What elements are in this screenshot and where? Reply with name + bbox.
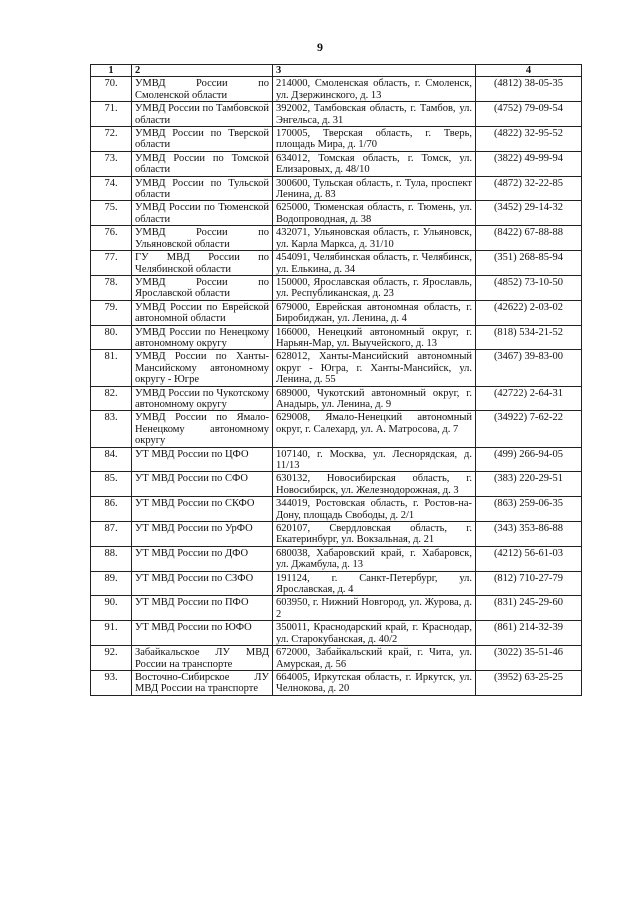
body-name: УМВД России по Ульяновской области <box>132 226 273 251</box>
page-number: 9 <box>317 40 323 54</box>
body-phone: (4822) 32-95-52 <box>476 127 582 152</box>
table-row <box>91 275 582 300</box>
table-row <box>91 77 582 102</box>
table-row <box>91 646 582 671</box>
body-address: 350011, Краснодарский край, г. Краснодар, ул. Старокубанская, д. 40/2 <box>273 621 476 646</box>
body-address: 191124, г. Санкт-Петербург, ул. Ярославская, д. 4 <box>273 571 476 596</box>
body-address: 344019, Ростовская область, г. Ростов-на-Дону, площадь Свободы, д. 2/1 <box>273 497 476 522</box>
body-address: 166000, Ненецкий автономный округ, г. Нарьян-Мар, ул. Выучейского, д. 13 <box>273 325 476 350</box>
body-name: УМВД России по Ярославской области <box>132 275 273 300</box>
table-row <box>91 201 582 226</box>
row-number: 70. <box>91 77 132 102</box>
row-number: 75. <box>91 201 132 226</box>
row-number: 90. <box>91 596 132 621</box>
body-name: УМВД России по Тюменской области <box>132 201 273 226</box>
body-address: 150000, Ярославская область, г. Ярославль, ул. Республиканская, д. 23 <box>273 275 476 300</box>
body-name: УМВД России по Томской области <box>132 151 273 176</box>
body-address: 689000, Чукотский автономный округ, г. Анадырь, ул. Ленина, д. 9 <box>273 386 476 411</box>
body-address: 392002, Тамбовская область, г. Тамбов, ул. Энгельса, д. 31 <box>273 102 476 127</box>
row-number: 92. <box>91 646 132 671</box>
body-name: УТ МВД России по ЮФО <box>132 621 273 646</box>
body-phone: (42622) 2-03-02 <box>476 300 582 325</box>
body-phone: (863) 259-06-35 <box>476 497 582 522</box>
column-header-1: 1 <box>91 65 132 77</box>
body-name: УТ МВД России по ДФО <box>132 546 273 571</box>
body-name: УМВД России по Чукотскому автономному округу <box>132 386 273 411</box>
row-number: 93. <box>91 670 132 695</box>
territorial-bodies-table <box>90 64 582 696</box>
body-phone: (42722) 2-64-31 <box>476 386 582 411</box>
body-name: УМВД России по Ханты-Мансийскому автономному округу - Югре <box>132 350 273 386</box>
body-name: УМВД России по Ненецкому автономному округу <box>132 325 273 350</box>
body-phone: (4752) 79-09-54 <box>476 102 582 127</box>
table-body <box>91 77 582 695</box>
table-row <box>91 300 582 325</box>
body-name: УМВД России по Еврейской автономной области <box>132 300 273 325</box>
body-name: Забайкальское ЛУ МВД России на транспорте <box>132 646 273 671</box>
body-phone: (4812) 38-05-35 <box>476 77 582 102</box>
body-phone: (4852) 73-10-50 <box>476 275 582 300</box>
table-row <box>91 522 582 547</box>
body-phone: (4212) 56-61-03 <box>476 546 582 571</box>
body-address: 629008, Ямало-Ненецкий автономный округ, г. Салехард, ул. А. Матросова, д. 7 <box>273 411 476 447</box>
row-number: 77. <box>91 251 132 276</box>
body-phone: (818) 534-21-52 <box>476 325 582 350</box>
body-address: 300600, Тульская область, г. Тула, проспект Ленина, д. 83 <box>273 176 476 201</box>
body-name: УМВД России по Тульской области <box>132 176 273 201</box>
body-name: УТ МВД России по СЗФО <box>132 571 273 596</box>
body-phone: (499) 266-94-05 <box>476 447 582 472</box>
table-row <box>91 386 582 411</box>
body-address: 628012, Ханты-Мансийский автономный округ - Югра, г. Ханты-Мансийск, ул. Ленина, д. 55 <box>273 350 476 386</box>
body-address: 454091, Челябинская область, г. Челябинск, ул. Елькина, д. 34 <box>273 251 476 276</box>
row-number: 74. <box>91 176 132 201</box>
row-number: 87. <box>91 522 132 547</box>
body-address: 107140, г. Москва, ул. Леснорядская, д. 11/13 <box>273 447 476 472</box>
body-phone: (34922) 7-62-22 <box>476 411 582 447</box>
row-number: 81. <box>91 350 132 386</box>
column-header-4: 4 <box>476 65 582 77</box>
body-name: УМВД России по Смоленской области <box>132 77 273 102</box>
body-address: 630132, Новосибирская область, г. Новосибирск, ул. Железнодорожная, д. 3 <box>273 472 476 497</box>
row-number: 71. <box>91 102 132 127</box>
row-number: 86. <box>91 497 132 522</box>
body-name: УТ МВД России по ЦФО <box>132 447 273 472</box>
table-row <box>91 350 582 386</box>
body-phone: (343) 353-86-88 <box>476 522 582 547</box>
row-number: 76. <box>91 226 132 251</box>
body-address: 620107, Свердловская область, г. Екатеринбург, ул. Вокзальная, д. 21 <box>273 522 476 547</box>
body-address: 672000, Забайкальский край, г. Чита, ул. Амурская, д. 56 <box>273 646 476 671</box>
body-phone: (831) 245-29-60 <box>476 596 582 621</box>
table-row <box>91 670 582 695</box>
body-address: 170005, Тверская область, г. Тверь, площадь Мира, д. 1/70 <box>273 127 476 152</box>
body-name: УМВД России по Тамбовской области <box>132 102 273 127</box>
body-address: 664005, Иркутская область, г. Иркутск, ул. Челнокова, д. 20 <box>273 670 476 695</box>
table-row <box>91 447 582 472</box>
body-phone: (4872) 32-22-85 <box>476 176 582 201</box>
table-row <box>91 151 582 176</box>
column-header-2: 2 <box>132 65 273 77</box>
row-number: 89. <box>91 571 132 596</box>
body-address: 634012, Томская область, г. Томск, ул. Елизаровых, д. 48/10 <box>273 151 476 176</box>
body-phone: (351) 268-85-94 <box>476 251 582 276</box>
table-row <box>91 102 582 127</box>
row-number: 88. <box>91 546 132 571</box>
body-name: УТ МВД России по УрФО <box>132 522 273 547</box>
body-name: УТ МВД России по СКФО <box>132 497 273 522</box>
table-row <box>91 176 582 201</box>
row-number: 80. <box>91 325 132 350</box>
row-number: 91. <box>91 621 132 646</box>
body-phone: (812) 710-27-79 <box>476 571 582 596</box>
table-row <box>91 497 582 522</box>
table-row <box>91 596 582 621</box>
body-phone: (3467) 39-83-00 <box>476 350 582 386</box>
body-name: УМВД России по Ямало-Ненецкому автономному округу <box>132 411 273 447</box>
row-number: 82. <box>91 386 132 411</box>
body-phone: (3452) 29-14-32 <box>476 201 582 226</box>
table-row <box>91 127 582 152</box>
row-number: 85. <box>91 472 132 497</box>
row-number: 83. <box>91 411 132 447</box>
table-row <box>91 472 582 497</box>
body-address: 432071, Ульяновская область, г. Ульяновск, ул. Карла Маркса, д. 31/10 <box>273 226 476 251</box>
column-header-3: 3 <box>273 65 476 77</box>
row-number: 79. <box>91 300 132 325</box>
row-number: 72. <box>91 127 132 152</box>
body-name: УМВД России по Тверской области <box>132 127 273 152</box>
body-address: 214000, Смоленская область, г. Смоленск, ул. Дзержинского, д. 13 <box>273 77 476 102</box>
table-row <box>91 621 582 646</box>
table-row <box>91 571 582 596</box>
row-number: 78. <box>91 275 132 300</box>
body-name: ГУ МВД России по Челябинской области <box>132 251 273 276</box>
table-header-row <box>91 65 582 77</box>
body-name: УТ МВД России по ПФО <box>132 596 273 621</box>
row-number: 84. <box>91 447 132 472</box>
body-phone: (3822) 49-99-94 <box>476 151 582 176</box>
body-phone: (8422) 67-88-88 <box>476 226 582 251</box>
table-row <box>91 546 582 571</box>
table-row <box>91 325 582 350</box>
body-phone: (383) 220-29-51 <box>476 472 582 497</box>
body-address: 680038, Хабаровский край, г. Хабаровск, ул. Джамбула, д. 13 <box>273 546 476 571</box>
body-phone: (3952) 63-25-25 <box>476 670 582 695</box>
body-name: УТ МВД России по СФО <box>132 472 273 497</box>
body-address: 679000, Еврейская автономная область, г. Биробиджан, ул. Ленина, д. 4 <box>273 300 476 325</box>
table-row <box>91 411 582 447</box>
table-row <box>91 251 582 276</box>
body-name: Восточно-Сибирское ЛУ МВД России на транспорте <box>132 670 273 695</box>
body-phone: (861) 214-32-39 <box>476 621 582 646</box>
table-row <box>91 226 582 251</box>
body-address: 625000, Тюменская область, г. Тюмень, ул. Водопроводная, д. 38 <box>273 201 476 226</box>
row-number: 73. <box>91 151 132 176</box>
body-phone: (3022) 35-51-46 <box>476 646 582 671</box>
body-address: 603950, г. Нижний Новгород, ул. Журова, д. 2 <box>273 596 476 621</box>
